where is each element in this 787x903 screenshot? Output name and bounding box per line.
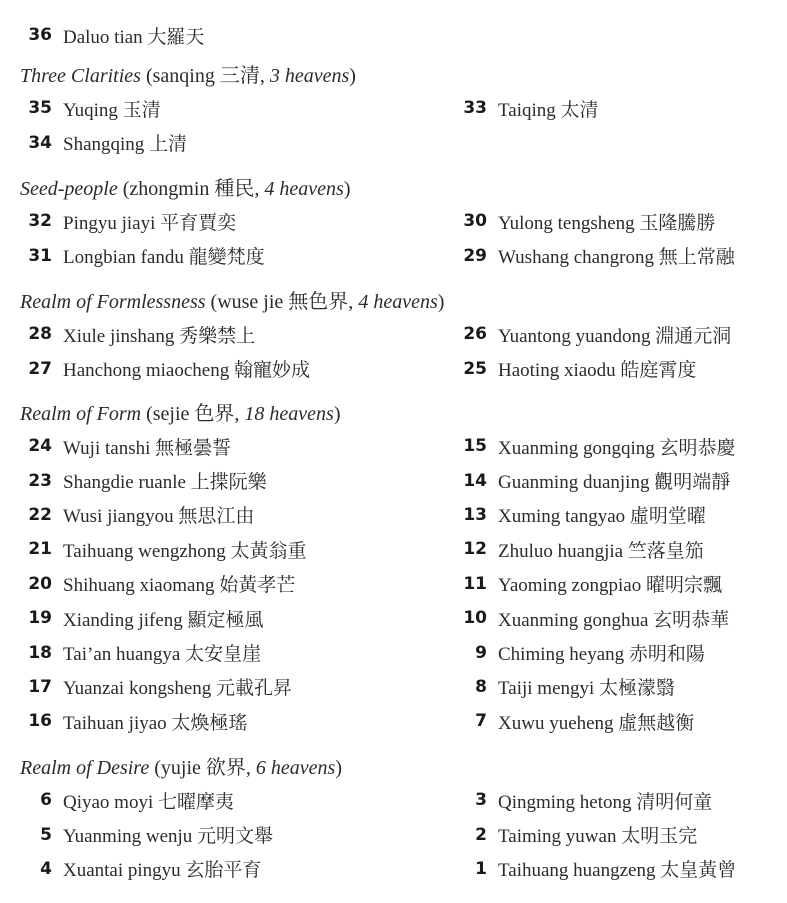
heaven-name: Pingyu jiayi 平育賈奕 (63, 212, 237, 234)
section-title-close: ) (335, 757, 342, 779)
heaven-number: 7 (475, 711, 487, 732)
heaven-name: Shangqing 上清 (63, 134, 188, 156)
heaven-name: Qiyao moyi 七曜摩夷 (63, 791, 234, 813)
section-heaven-count: 18 heavens (244, 403, 334, 425)
entries-grid (0, 429, 787, 739)
heaven-name: Yuanzai kongsheng 元載孔昇 (63, 678, 293, 700)
heaven-number: 18 (28, 642, 52, 663)
section-block (0, 287, 787, 386)
heaven-entry (0, 317, 436, 351)
heaven-number: 5 (40, 824, 52, 845)
heaven-name: Shangdie ruanle 上揲阮樂 (63, 472, 267, 494)
heaven-name: Xiule jinshang 秀樂禁上 (63, 325, 256, 347)
heaven-number: 33 (463, 98, 487, 119)
section-title: Realm of Formlessness (20, 291, 206, 313)
heaven-name: Xuanming gonghua 玄明恭華 (498, 609, 730, 631)
section-heading (0, 399, 787, 429)
heaven-number: 25 (463, 358, 487, 379)
heaven-number: 13 (463, 504, 487, 525)
section-title-paren: (sanqing 三清, (145, 65, 270, 87)
heaven-entry (0, 238, 436, 272)
heaven-entry (0, 532, 436, 566)
heaven-name: Taiqing 太清 (498, 99, 599, 121)
heaven-name: Wusi jiangyou 無思江由 (63, 506, 255, 528)
section-heaven-count: 6 heavens (255, 757, 336, 779)
heaven-entry (436, 601, 787, 635)
heaven-name: Xuanming gongqing 玄明恭慶 (498, 437, 736, 459)
heaven-number: 20 (28, 573, 52, 594)
heaven-name: Longbian fandu 龍變梵度 (63, 247, 265, 269)
heaven-entry (0, 601, 436, 635)
section-title: Realm of Form (20, 403, 142, 425)
heaven-entry (436, 852, 787, 886)
heaven-entry (436, 463, 787, 497)
section-title-paren: (zhongmin 種民, (122, 178, 265, 200)
heaven-entry (0, 463, 436, 497)
heaven-name: Taihuang wengzhong 太黃翁重 (63, 540, 307, 562)
heaven-entry (0, 783, 436, 817)
heaven-entry (0, 852, 436, 886)
heaven-entry (436, 91, 787, 125)
heaven-number: 26 (463, 324, 487, 345)
section-heaven-count: 4 heavens (264, 178, 344, 200)
heaven-entry (436, 351, 787, 385)
heaven-number: 15 (463, 436, 487, 457)
heaven-name: Chiming heyang 赤明和陽 (498, 644, 705, 666)
heaven-entry (436, 567, 787, 601)
heaven-name: Xuming tangyao 虛明堂曜 (498, 506, 706, 528)
heaven-entry (436, 429, 787, 463)
heaven-entry (0, 817, 436, 851)
heaven-name: Yuanming wenju 元明文舉 (63, 826, 274, 848)
section-title-paren: (wuse jie 無色界, (210, 291, 359, 313)
section-heaven-count: 3 heavens (269, 65, 350, 87)
heaven-entry (0, 429, 436, 463)
heaven-name: Hanchong miaocheng 翰寵妙成 (63, 360, 310, 382)
section-title: Realm of Desire (20, 757, 150, 779)
section-title-close: ) (343, 178, 351, 200)
heaven-entry (436, 317, 787, 351)
top-entry (0, 20, 204, 50)
heaven-name: Qingming hetong 清明何童 (498, 791, 713, 813)
heaven-name: Guanming duanjing 觀明端靜 (498, 472, 731, 494)
section-title: Seed-people (20, 178, 118, 200)
heaven-name: Xuantai pingyu 玄胎平育 (63, 860, 262, 882)
heaven-number: 21 (28, 539, 52, 560)
heaven-number: 2 (475, 824, 487, 845)
heaven-entry (0, 567, 436, 601)
heaven-name: Taiji mengyi 太極濛翳 (498, 678, 676, 700)
heaven-number: 1 (475, 858, 487, 879)
section-block (0, 399, 787, 739)
heaven-entry (436, 704, 787, 738)
heaven-number: 16 (28, 711, 52, 732)
entries-grid (0, 783, 787, 886)
heaven-number: 23 (28, 470, 52, 491)
heaven-name: Tai’an huangya 太安皇崖 (63, 644, 262, 666)
empty-cell (436, 125, 787, 159)
section-heading (0, 174, 787, 204)
heaven-entry (436, 204, 787, 238)
heaven-name: Yuqing 玉清 (63, 99, 161, 121)
heaven-entry (436, 635, 787, 669)
section-title-close: ) (349, 65, 356, 87)
section-title: Three Clarities (20, 65, 141, 87)
heaven-name: Taiming yuwan 太明玉完 (498, 826, 698, 848)
heaven-number: 8 (475, 676, 487, 697)
heaven-entry (0, 635, 436, 669)
heaven-number: 30 (463, 211, 487, 232)
heaven-number: 24 (28, 436, 52, 457)
section-heading (0, 753, 787, 783)
heaven-number: 10 (463, 608, 487, 629)
section-title-paren: (sejie 色界, (146, 403, 245, 425)
heaven-number: 29 (463, 245, 487, 266)
entries-grid (0, 204, 787, 273)
heaven-name: Taihuang huangzeng 太皇黃曾 (498, 860, 737, 882)
heaven-entry (0, 498, 436, 532)
heaven-number: 22 (28, 504, 52, 525)
heaven-name: Wushang changrong 無上常融 (498, 247, 735, 269)
heaven-number: 14 (463, 470, 487, 491)
heaven-name: Yuantong yuandong 淵通元洞 (498, 325, 732, 347)
heaven-entry (0, 670, 436, 704)
heaven-name: Wuji tanshi 無極曇誓 (63, 437, 232, 459)
entries-grid (0, 317, 787, 386)
heaven-name: Daluo tian 大羅天 (63, 26, 205, 48)
heaven-number: 35 (28, 98, 52, 119)
heaven-number: 11 (463, 573, 487, 594)
section-heading (0, 61, 787, 91)
heaven-name: Shihuang xiaomang 始黃孝芒 (63, 575, 296, 597)
heaven-entry (436, 670, 787, 704)
heaven-number: 28 (28, 324, 52, 345)
section-block (0, 753, 787, 886)
section-heading (0, 287, 787, 317)
section-title-close: ) (333, 403, 341, 425)
heaven-number: 32 (28, 211, 52, 232)
heaven-entry (436, 783, 787, 817)
heaven-entry (0, 125, 436, 159)
heaven-number: 17 (28, 676, 52, 697)
heaven-name: Haoting xiaodu 皓庭霄度 (498, 360, 697, 382)
heaven-name: Yulong tengsheng 玉隆騰勝 (498, 212, 716, 234)
heaven-number: 27 (28, 358, 52, 379)
heaven-name: Zhuluo huangjia 竺落皇笳 (498, 540, 704, 562)
heaven-entry (0, 351, 436, 385)
heaven-number: 9 (475, 642, 487, 663)
section-block (0, 174, 787, 273)
heaven-number: 19 (28, 608, 52, 629)
heaven-entry (0, 704, 436, 738)
heaven-number: 3 (475, 790, 487, 811)
heaven-number: 6 (40, 790, 52, 811)
heaven-number: 4 (40, 858, 52, 879)
section-title-close: ) (437, 291, 445, 313)
heaven-name: Xianding jifeng 顯定極風 (63, 609, 264, 631)
heaven-entry (436, 498, 787, 532)
heaven-number: 12 (463, 539, 487, 560)
section-title-paren: (yujie 欲界, (154, 757, 256, 779)
heaven-name: Taihuan jiyao 太煥極瑤 (63, 712, 248, 734)
heaven-number: 34 (28, 132, 52, 153)
heaven-number: 36 (28, 25, 52, 45)
section-block (0, 61, 787, 160)
heaven-entry (436, 238, 787, 272)
heaven-entry (436, 817, 787, 851)
section-heaven-count: 4 heavens (358, 291, 438, 313)
heaven-name: Yaoming zongpiao 曜明宗飄 (498, 575, 722, 597)
heaven-entry (436, 532, 787, 566)
entries-grid (0, 91, 787, 160)
heaven-number: 31 (28, 245, 52, 266)
heaven-name: Xuwu yueheng 虛無越衡 (498, 712, 695, 734)
heaven-entry (0, 204, 436, 238)
heaven-entry (0, 91, 436, 125)
